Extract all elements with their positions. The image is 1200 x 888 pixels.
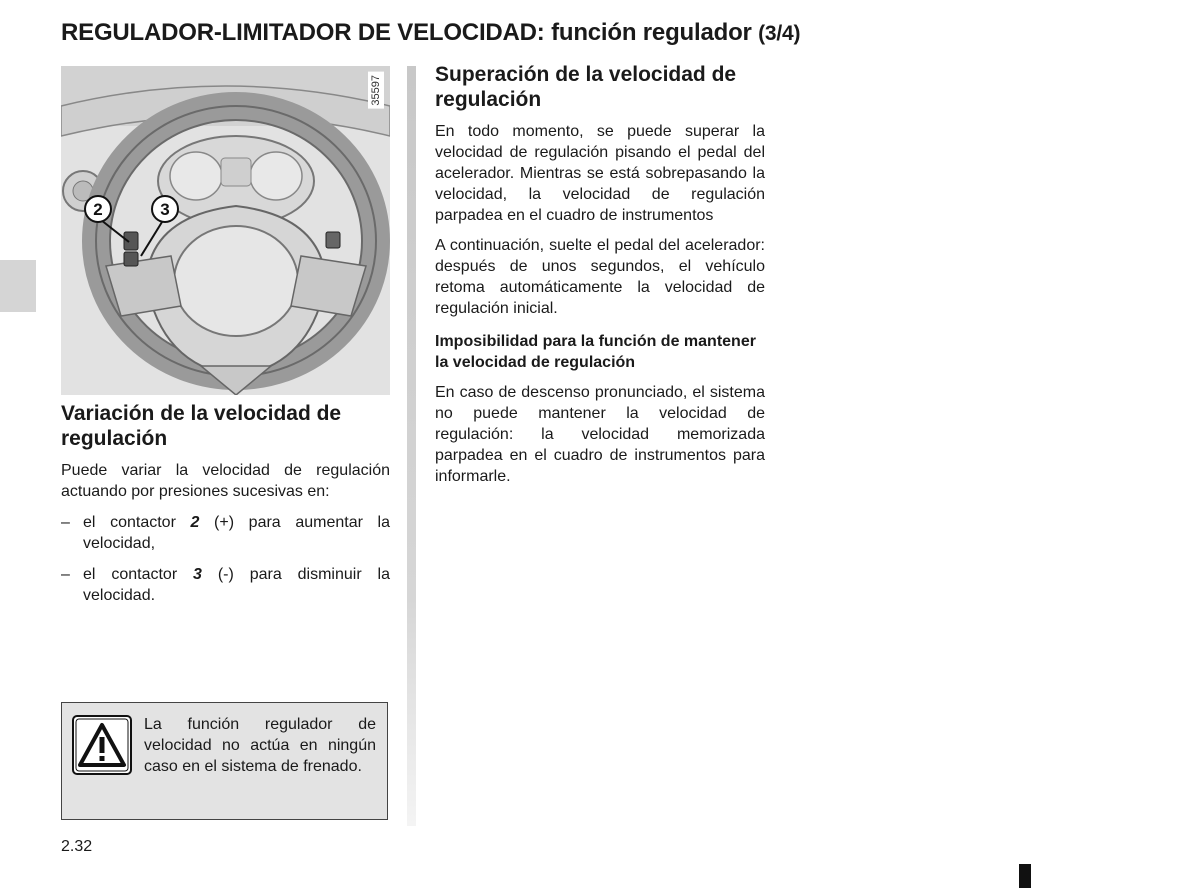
steering-wheel-illustration [61,66,390,395]
corner-mark [1019,864,1031,888]
contactor-number: 2 [190,514,200,531]
chapter-tab [0,260,36,312]
figure-code: 35597 [368,72,384,109]
left-intro: Puede variar la velocidad de regulación actuando por presiones sucesivas en: [61,462,390,500]
right-column [435,62,765,487]
left-column [61,66,390,616]
title-part: (3/4) [758,22,801,45]
callout-2-label: 2 [93,200,103,219]
right-para-1: En todo momento, se puede superar la velocidad de regulación pisando el pedal del acelerador. Mientras se está sobrepasando la velocidad, la velocidad de regulación parpadea en el cuadro de instrumentos [435,123,765,224]
warning-text: La función regulador de velocidad no actúa en ningún caso en el sistema de frenado. [144,716,376,775]
page-number: 2.32 [61,838,93,855]
warning-box [61,702,388,820]
item-text: (-) para disminuir la velocidad. [83,566,390,604]
warning-triangle-icon [72,715,132,775]
list-item [61,512,390,554]
right-para-2: A continuación, suelte el pedal del acelerador: después de unos segundos, el vehículo retoma automáticamente la velocidad de regulación inicial. [435,237,765,317]
contactor-number: 3 [193,566,202,583]
page-title [61,19,800,47]
item-text: (+) para aumentar la velocidad, [83,514,390,552]
callout-3 [150,194,180,224]
item-text: el contactor [83,566,194,583]
contactor-list [61,512,390,606]
dash-bullet: – [61,566,70,583]
callout-2 [83,194,113,224]
list-item [61,564,390,606]
steering-wheel-figure [61,66,390,395]
dash-bullet: – [61,514,70,531]
item-text: el contactor [83,514,191,531]
callout-3-label: 3 [160,200,170,219]
right-para-3: En caso de descenso pronunciado, el sistema no puede mantener la velocidad de regulación: la velocidad memorizada parpadea en el cuadro de instrumentos para informarle. [435,384,765,485]
column-divider [407,66,416,826]
title-text: REGULADOR-LIMITADOR DE VELOCIDAD: función regulador [61,19,752,46]
left-heading: Variación de la velocidad de regulación [61,402,342,450]
right-heading: Superación de la velocidad de regulación [435,63,737,111]
right-subheading: Imposibilidad para la función de mantener la velocidad de regulación [435,333,756,371]
